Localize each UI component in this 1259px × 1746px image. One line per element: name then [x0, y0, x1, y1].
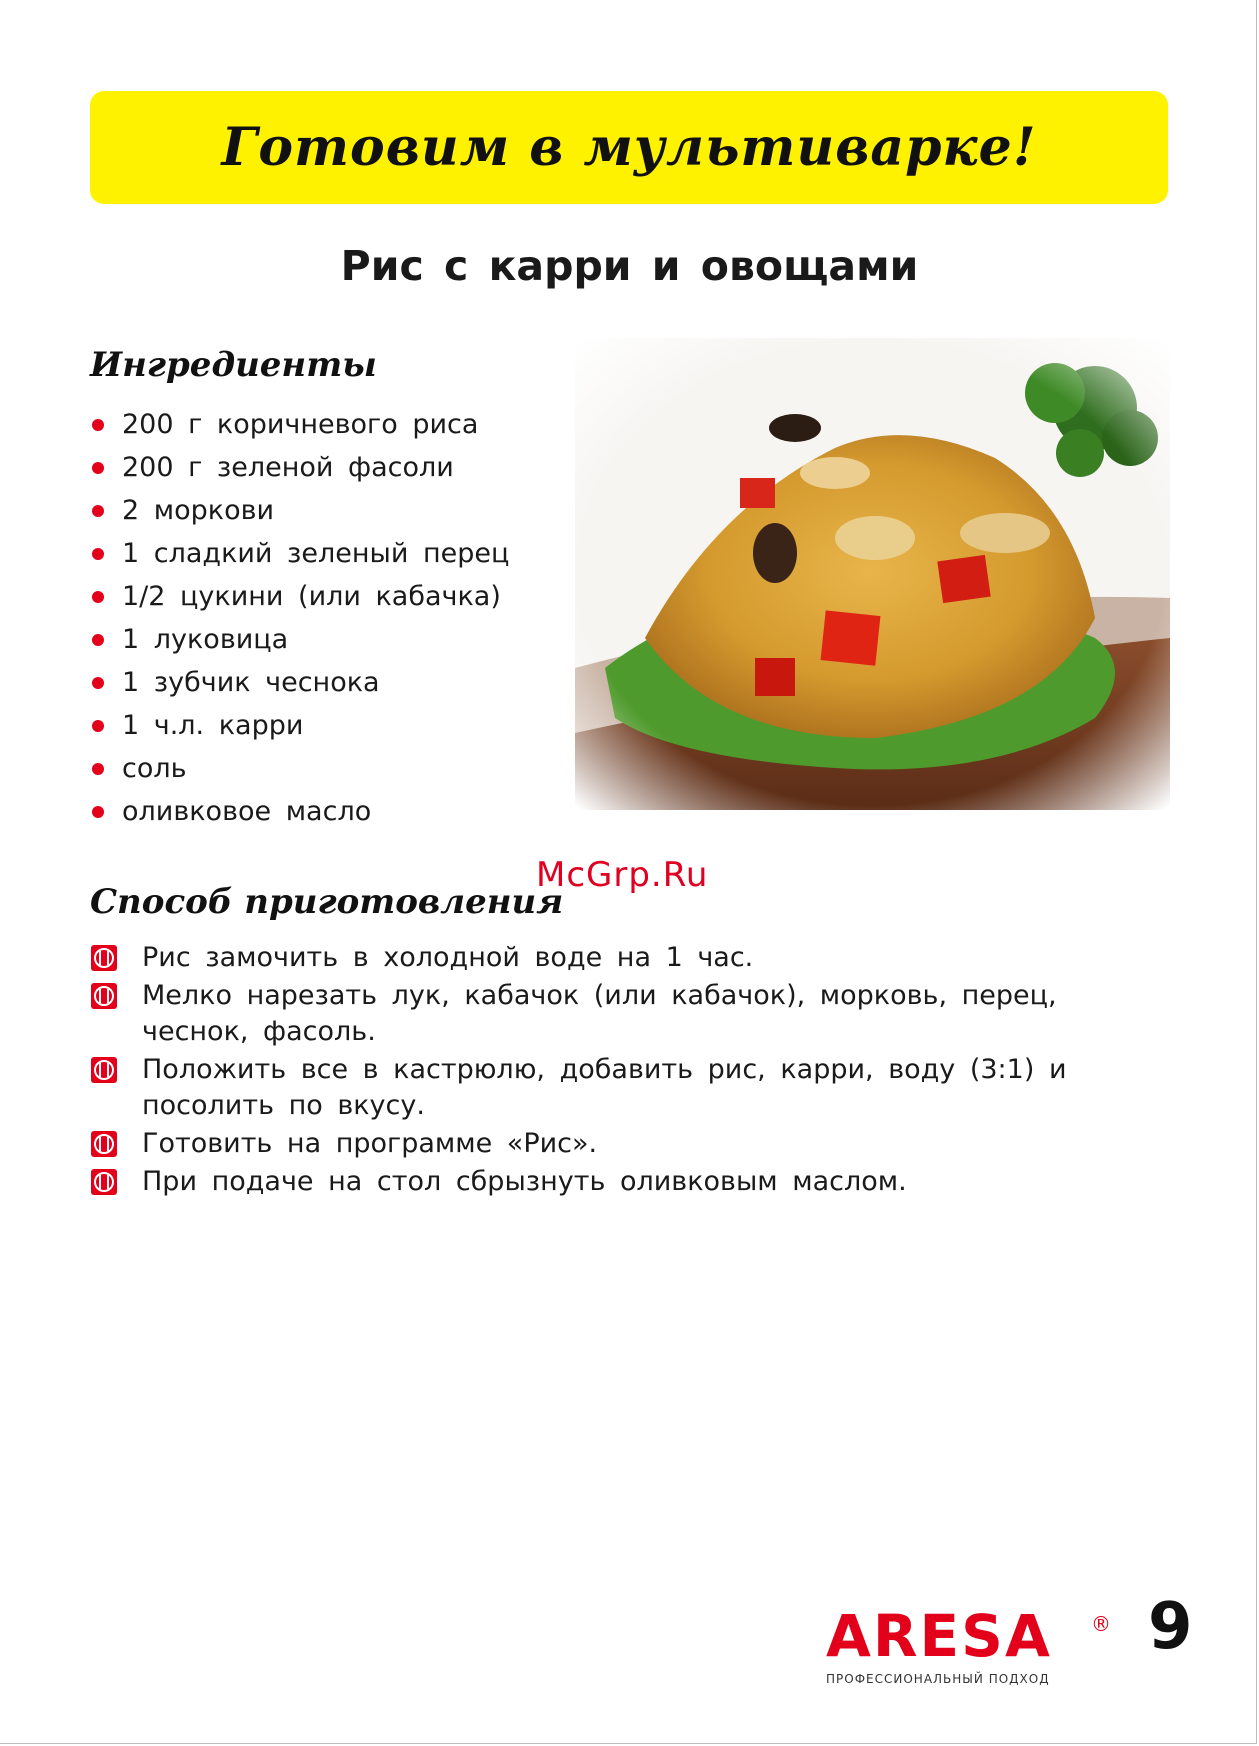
header-banner: [90, 91, 1168, 204]
cutlery-plate-icon: [90, 982, 118, 1010]
cutlery-plate-icon: [90, 944, 118, 972]
list-item: Рис замочить в холодной воде на 1 час.: [90, 940, 1090, 976]
cutlery-plate-icon: [90, 1056, 118, 1084]
bullet-dot-icon: [92, 763, 104, 775]
bullet-dot-icon: [92, 548, 104, 560]
list-item: Положить все в кастрюлю, добавить рис, карри, воду (3:1) и посолить по вкусу.: [90, 1052, 1090, 1124]
brand-logo: [826, 1602, 1126, 1686]
cutlery-plate-icon: [90, 1168, 118, 1196]
list-item: Мелко нарезать лук, кабачок (или кабачок), морковь, перец, чеснок, фасоль.: [90, 978, 1090, 1050]
banner-title: Готовим в мультиварке!: [221, 117, 1037, 178]
recipe-title: Рис с карри и овощами: [340, 242, 919, 290]
page-number: 9: [1148, 1590, 1193, 1664]
registered-mark: ®: [1091, 1612, 1111, 1636]
list-item: 1 сладкий зеленый перец: [92, 532, 509, 575]
cutlery-plate-icon: [90, 1130, 118, 1158]
brand-name: ARESA: [826, 1602, 1052, 1670]
list-item: оливковое масло: [92, 790, 509, 833]
bullet-dot-icon: [92, 505, 104, 517]
method-heading: Способ приготовления: [90, 882, 564, 922]
bullet-dot-icon: [92, 591, 104, 603]
list-item: 2 моркови: [92, 489, 509, 532]
food-photo: [575, 338, 1170, 810]
ingredients-list: [92, 403, 509, 833]
bullet-dot-icon: [92, 462, 104, 474]
ingredients-heading: Ингредиенты: [90, 345, 377, 385]
list-item: соль: [92, 747, 509, 790]
list-item: 1/2 цукини (или кабачка): [92, 575, 509, 618]
brand-tagline: ПРОФЕССИОНАЛЬНЫЙ ПОДХОД: [826, 1672, 1050, 1686]
list-item: 200 г зеленой фасоли: [92, 446, 509, 489]
list-item: 1 ч.л. карри: [92, 704, 509, 747]
bullet-dot-icon: [92, 720, 104, 732]
list-item: 1 зубчик чеснока: [92, 661, 509, 704]
watermark: McGrp.Ru: [536, 855, 709, 895]
list-item: При подаче на стол сбрызнуть оливковым маслом.: [90, 1164, 1090, 1200]
bullet-dot-icon: [92, 677, 104, 689]
bullet-dot-icon: [92, 806, 104, 818]
method-steps-list: [90, 940, 1090, 1202]
bullet-dot-icon: [92, 634, 104, 646]
bullet-dot-icon: [92, 419, 104, 431]
list-item: Готовить на программе «Рис».: [90, 1126, 1090, 1162]
list-item: 200 г коричневого риса: [92, 403, 509, 446]
list-item: 1 луковица: [92, 618, 509, 661]
